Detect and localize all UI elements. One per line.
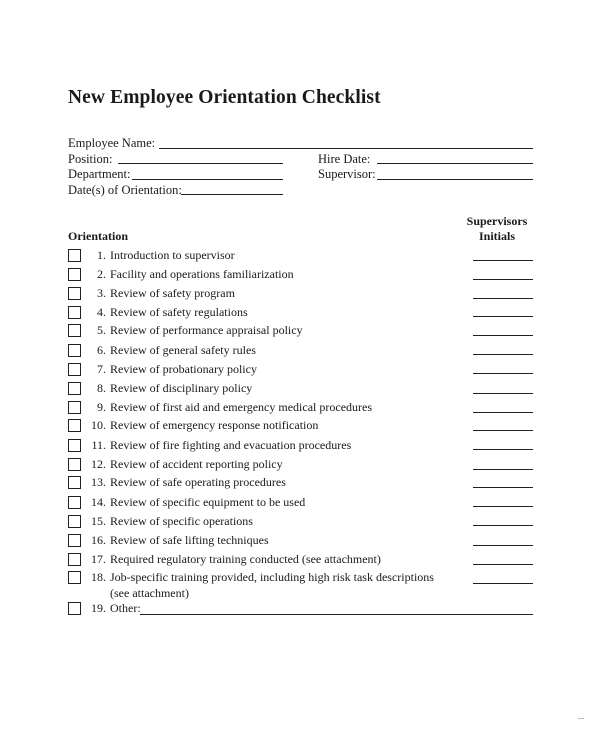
position-field[interactable]: [118, 163, 283, 164]
initials-field[interactable]: [473, 469, 533, 470]
item-text: Introduction to supervisor: [110, 248, 235, 262]
item-text: Required regulatory training conducted (see attachment): [110, 552, 381, 566]
corner-mark: ...: [578, 712, 584, 721]
checkbox[interactable]: [68, 476, 81, 489]
item-number: 2.: [97, 267, 106, 281]
checkbox[interactable]: [68, 249, 81, 262]
item-text: Review of general safety rules: [110, 343, 256, 357]
initials-field[interactable]: [473, 298, 533, 299]
initials-header-line1: Supervisors: [466, 214, 528, 228]
department-field[interactable]: [132, 179, 283, 180]
initials-field[interactable]: [473, 430, 533, 431]
checkbox[interactable]: [68, 363, 81, 376]
orientation-section-header: Orientation: [68, 229, 128, 243]
checkbox[interactable]: [68, 401, 81, 414]
item-number: 16.: [91, 533, 106, 547]
item-text: Review of probationary policy: [110, 362, 257, 376]
initials-field[interactable]: [473, 506, 533, 507]
checkbox[interactable]: [68, 515, 81, 528]
checkbox[interactable]: [68, 287, 81, 300]
item-number: 19.: [91, 601, 106, 615]
item-number: 9.: [97, 400, 106, 414]
item-text-continued: (see attachment): [110, 586, 189, 600]
initials-field[interactable]: [473, 393, 533, 394]
initials-field[interactable]: [473, 487, 533, 488]
checkbox[interactable]: [68, 382, 81, 395]
item-number: 10.: [91, 418, 106, 432]
item-text: Review of performance appraisal policy: [110, 323, 303, 337]
checkbox[interactable]: [68, 553, 81, 566]
checkbox[interactable]: [68, 306, 81, 319]
other-field[interactable]: [140, 614, 512, 615]
item-text: Review of accident reporting policy: [110, 457, 283, 471]
item-text: Review of safety program: [110, 286, 235, 300]
initials-field[interactable]: [473, 564, 533, 565]
initials-field[interactable]: [473, 279, 533, 280]
item-text: Other:: [110, 601, 141, 615]
item-number: 7.: [97, 362, 106, 376]
item-text: Facility and operations familiarization: [110, 267, 294, 281]
item-number: 18.: [91, 570, 106, 584]
employee-name-label: Employee Name:: [68, 136, 156, 150]
item-number: 15.: [91, 514, 106, 528]
item-text: Review of disciplinary policy: [110, 381, 253, 395]
initials-field[interactable]: [473, 335, 533, 336]
department-label: Department:: [68, 167, 131, 181]
hire-date-field[interactable]: [377, 163, 533, 164]
item-number: 12.: [91, 457, 106, 471]
hire-date-label: Hire Date:: [318, 152, 371, 166]
item-text: Review of first aid and emergency medical procedures: [110, 400, 373, 414]
item-number: 14.: [91, 495, 106, 509]
checkbox[interactable]: [68, 419, 81, 432]
item-text: Review of specific operations: [110, 514, 253, 528]
item-text: Review of safe lifting techniques: [110, 533, 269, 547]
item-number: 17.: [91, 552, 106, 566]
initials-field[interactable]: [473, 260, 533, 261]
initials-field[interactable]: [473, 583, 533, 584]
page-title: New Employee Orientation Checklist: [68, 87, 381, 108]
initials-field[interactable]: [473, 449, 533, 450]
item-text: Job-specific training provided, including high risk task descriptions: [110, 570, 434, 584]
supervisor-label: Supervisor:: [318, 167, 376, 181]
item-text: Review of fire fighting and evacuation procedures: [110, 438, 352, 452]
checkbox[interactable]: [68, 534, 81, 547]
dates-of-orientation-field[interactable]: [181, 194, 283, 195]
item-text: Review of safe operating procedures: [110, 475, 286, 489]
item-number: 4.: [97, 305, 106, 319]
checkbox[interactable]: [68, 571, 81, 584]
item-number: 13.: [91, 475, 106, 489]
supervisor-field[interactable]: [377, 179, 533, 180]
initials-field[interactable]: [473, 545, 533, 546]
checkbox[interactable]: [68, 439, 81, 452]
dates-of-orientation-label: Date(s) of Orientation:: [68, 183, 182, 197]
initials-field[interactable]: [473, 614, 533, 615]
item-number: 11.: [91, 438, 106, 452]
checkbox[interactable]: [68, 324, 81, 337]
initials-field[interactable]: [473, 373, 533, 374]
item-number: 8.: [97, 381, 106, 395]
item-text: Review of specific equipment to be used: [110, 495, 306, 509]
checkbox[interactable]: [68, 496, 81, 509]
item-number: 3.: [97, 286, 106, 300]
checkbox[interactable]: [68, 268, 81, 281]
item-text: Review of safety regulations: [110, 305, 248, 319]
initials-field[interactable]: [473, 316, 533, 317]
item-text: Review of emergency response notification: [110, 418, 319, 432]
item-number: 6.: [97, 343, 106, 357]
checkbox[interactable]: [68, 344, 81, 357]
initials-header-line2: Initials: [478, 229, 515, 243]
initials-field[interactable]: [473, 525, 533, 526]
item-number: 1.: [97, 248, 106, 262]
checkbox[interactable]: [68, 602, 81, 615]
initials-field[interactable]: [473, 412, 533, 413]
initials-field[interactable]: [473, 354, 533, 355]
supervisors-initials-header: [455, 214, 539, 244]
checkbox[interactable]: [68, 458, 81, 471]
employee-name-field[interactable]: [159, 148, 533, 149]
item-number: 5.: [97, 323, 106, 337]
position-label: Position:: [68, 152, 113, 166]
